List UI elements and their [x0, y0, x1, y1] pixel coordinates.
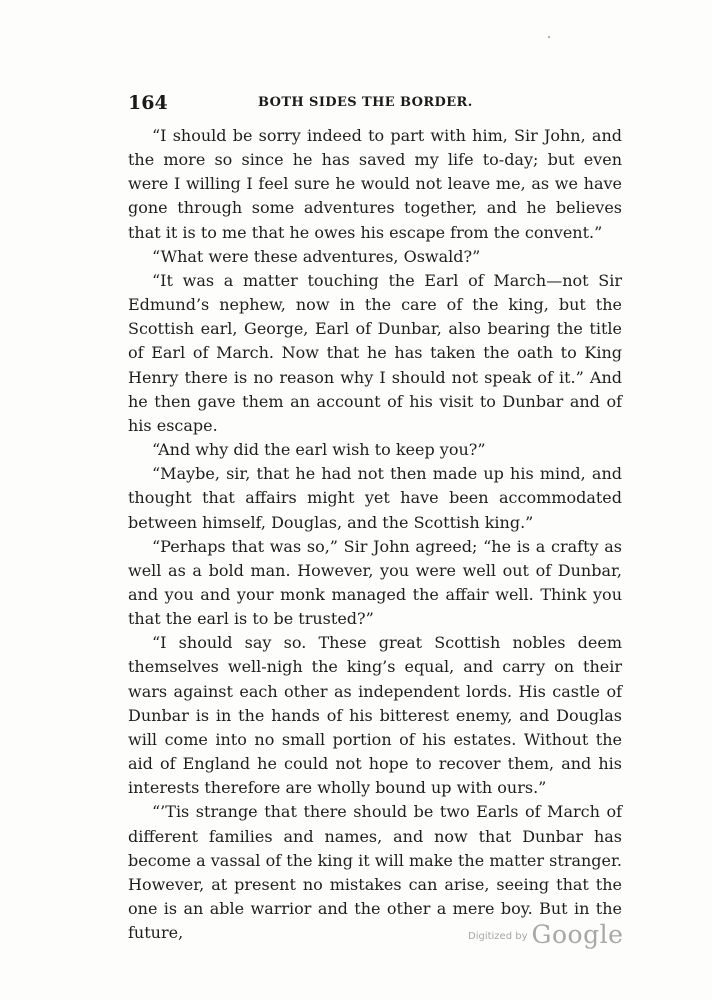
- digitized-watermark: [468, 920, 623, 950]
- paragraph: “’Tis strange that there should be two Earls of March of different families and names, and now that Dunbar has become a vassal of the king it will make the matter stranger. However, at present no mistakes can arise, seeing that the one is an able warrior and the other a mere boy. But in the future,: [128, 802, 622, 943]
- paragraph: “I should be sorry indeed to part with him, Sir John, and the more so since he has saved my life to-day; but even were I willing I feel sure he would not leave me, as we have gone through some adventures together, and he believes that it is to me that he owes his escape from the convent.”: [128, 126, 622, 242]
- paragraph: “Perhaps that was so,” Sir John agreed; “he is a crafty as well as a bold man. However, you were well out of Dunbar, and you and your monk managed the affair well. Think you that the earl is to be trusted?”: [128, 536, 622, 629]
- paragraph: “And why did the earl wish to keep you?”: [152, 440, 486, 460]
- paragraph: “What were these adventures, Oswald?”: [152, 246, 481, 266]
- running-head: BOTH SIDES THE BORDER.: [258, 95, 473, 110]
- paper-speck: [548, 36, 550, 38]
- watermark-brand: Google: [531, 920, 624, 949]
- paragraph: “Maybe, sir, that he had not then made up his mind, and thought that affairs might yet have been accommodated between himself, Douglas, and the Scottish king.”: [128, 464, 622, 532]
- watermark-prefix: Digitized by: [468, 931, 528, 942]
- paragraph: “I should say so. These great Scottish nobles deem themselves well-nigh the king’s equal, and carry on their wars against each other as independent lords. His castle of Dunbar is in the hands of his bitterest enemy, and Douglas will come into no small portion of his estates. Without the aid of England he could not hope to recover them, and his interests therefore are wholly bound up with ours.”: [128, 633, 622, 798]
- page-header: [128, 92, 584, 116]
- body-text: [128, 124, 622, 945]
- page-number: 164: [128, 92, 168, 114]
- paragraph: “It was a matter touching the Earl of March—not Sir Edmund’s nephew, now in the care of the king, but the Scottish earl, George, Earl of Dunbar, also bearing the title of Earl of March. Now that he has taken the oath to King Henry there is no reason why I should not speak of it.” And he then gave them an account of his visit to Dunbar and of his escape.: [128, 270, 622, 435]
